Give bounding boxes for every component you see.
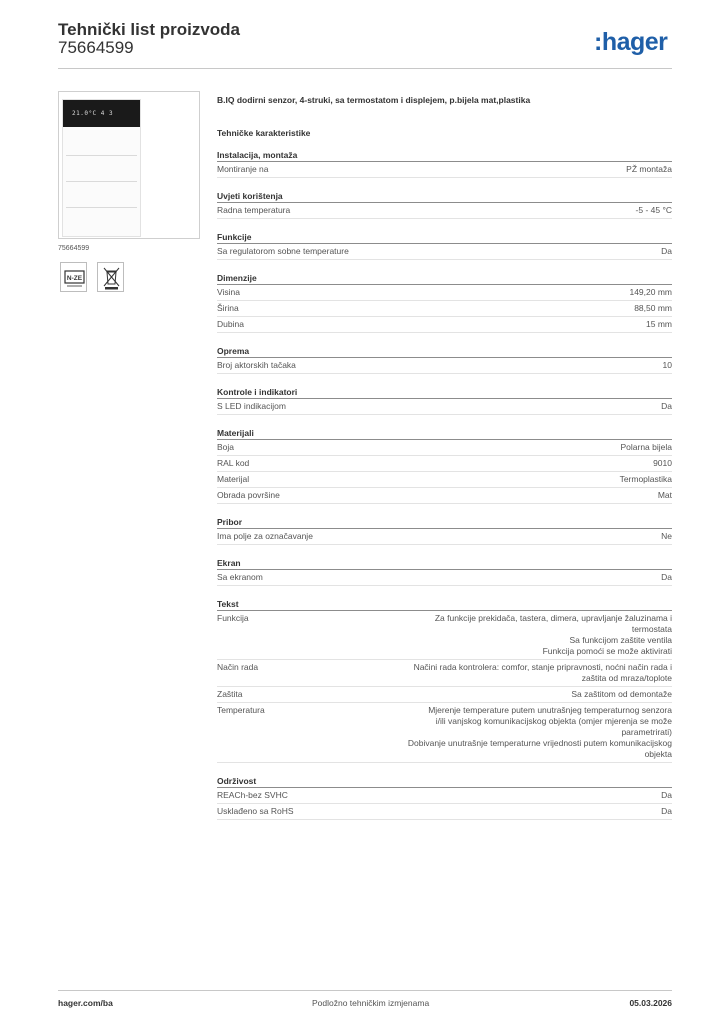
- footer-website-link[interactable]: hager.com/ba: [58, 998, 113, 1008]
- spec-value: [626, 164, 672, 175]
- spec-key: Zaštita: [217, 689, 243, 699]
- document-title: Tehnički list proizvoda: [58, 20, 240, 39]
- spec-row: [217, 788, 672, 804]
- spec-group-title: Ekran: [217, 558, 672, 570]
- spec-group-title: Pribor: [217, 517, 672, 529]
- spec-row: [217, 570, 672, 586]
- spec-row: [217, 301, 672, 317]
- device-display-text: 21.0°C 4 3: [72, 110, 114, 117]
- device-key-divider: [66, 207, 137, 208]
- spec-key: Visina: [217, 287, 240, 297]
- device-display: [63, 100, 140, 127]
- spec-value: [629, 287, 672, 298]
- spec-value: [367, 705, 672, 760]
- spec-group-title: Kontrole i indikatori: [217, 387, 672, 399]
- spec-key: Sa regulatorom sobne temperature: [217, 246, 349, 256]
- weee-crossed-bin-icon: [97, 262, 124, 292]
- spec-value: [367, 662, 672, 684]
- spec-groups: [217, 150, 672, 820]
- spec-row: [217, 660, 672, 687]
- spec-value-line: PŽ montaža: [626, 164, 672, 174]
- spec-group-title: Uvjeti korištenja: [217, 191, 672, 203]
- spec-value-line: 10: [662, 360, 672, 370]
- spec-value: [661, 531, 672, 542]
- spec-row: [217, 529, 672, 545]
- spec-value-line: termostata: [631, 624, 672, 634]
- hager-logo[interactable]: :hager: [594, 28, 668, 56]
- spec-value-line: zaštita od mraza/toplote: [581, 673, 672, 683]
- spec-group-title: Instalacija, montaža: [217, 150, 672, 162]
- header-divider: [58, 68, 672, 69]
- spec-key: Način rada: [217, 662, 259, 672]
- product-image-caption: 75664599: [58, 245, 90, 252]
- spec-key: Montiranje na: [217, 164, 269, 174]
- spec-value-line: Da: [661, 246, 672, 256]
- spec-key: Funkcija: [217, 613, 249, 623]
- spec-group-title: Funkcije: [217, 232, 672, 244]
- spec-row: [217, 687, 672, 703]
- spec-value-line: Mjerenje temperature putem unutrašnjeg temperaturnog senzora: [428, 705, 672, 715]
- spec-value: [571, 689, 672, 700]
- spec-value-line: 9010: [653, 458, 672, 468]
- spec-value-line: Ne: [661, 531, 672, 541]
- device-key-divider: [66, 181, 137, 182]
- spec-row: [217, 399, 672, 415]
- spec-row: [217, 244, 672, 260]
- spec-value-line: Da: [661, 806, 672, 816]
- spec-value: [636, 205, 672, 216]
- spec-value-line: Termoplastika: [619, 474, 672, 484]
- spec-value-line: Da: [661, 572, 672, 582]
- spec-group-title: Oprema: [217, 346, 672, 358]
- product-image: [62, 99, 141, 237]
- spec-key: Obrada površine: [217, 490, 280, 500]
- spec-row: [217, 703, 672, 763]
- spec-key: S LED indikacijom: [217, 401, 286, 411]
- spec-value: [620, 442, 672, 453]
- spec-row: [217, 472, 672, 488]
- spec-value-line: Sa zaštitom od demontaže: [571, 689, 672, 699]
- device-key-divider: [66, 155, 137, 156]
- footer-note: Podložno tehničkim izmjenama: [312, 998, 430, 1008]
- spec-value-line: Sa funkcijom zaštite ventila: [569, 635, 672, 645]
- spec-value: [658, 490, 672, 501]
- spec-group-title: Održivost: [217, 776, 672, 788]
- spec-value-line: -5 - 45 °C: [635, 205, 672, 215]
- spec-key: Temperatura: [217, 705, 265, 715]
- spec-value: [646, 319, 672, 330]
- spec-value-line: 149,20 mm: [629, 287, 672, 297]
- spec-value: [661, 790, 672, 801]
- spec-group-title: Tekst: [217, 599, 672, 611]
- spec-value: [620, 474, 672, 485]
- spec-key: Sa ekranom: [217, 572, 263, 582]
- product-title: B.IQ dodirni senzor, 4-struki, sa termostatom i displejem, p.bijela mat,plastika: [217, 95, 531, 105]
- spec-key: Ima polje za označavanje: [217, 531, 313, 541]
- nzd-mark-icon: [60, 262, 87, 292]
- spec-row: [217, 358, 672, 374]
- spec-key: Usklađeno sa RoHS: [217, 806, 294, 816]
- spec-row: [217, 804, 672, 820]
- spec-row: [217, 611, 672, 660]
- spec-value-line: Mat: [657, 490, 672, 500]
- spec-value-line: 15 mm: [646, 319, 672, 329]
- spec-value: [367, 613, 672, 657]
- spec-value: [661, 806, 672, 817]
- spec-value-line: 88,50 mm: [634, 303, 672, 313]
- document-product-code: 75664599: [58, 38, 134, 57]
- spec-group-title: Materijali: [217, 428, 672, 440]
- spec-value: [661, 246, 672, 257]
- spec-value: [663, 360, 672, 371]
- spec-key: Radna temperatura: [217, 205, 291, 215]
- spec-value-line: Dobivanje unutrašnje temperaturne vrijednosti putem komunikacijskog: [407, 738, 672, 748]
- spec-row: [217, 317, 672, 333]
- spec-key: Širina: [217, 303, 239, 313]
- spec-row: [217, 488, 672, 504]
- spec-key: Broj aktorskih tačaka: [217, 360, 296, 370]
- spec-row: [217, 285, 672, 301]
- spec-value-line: Polarna bijela: [620, 442, 672, 452]
- spec-value-line: Da: [661, 401, 672, 411]
- spec-value-line: i/ili vanjskog komunikacijskog objekta (omjer mjerenja se može: [435, 716, 672, 726]
- spec-row: [217, 456, 672, 472]
- spec-key: Dubina: [217, 319, 244, 329]
- spec-value-line: parametrirati): [621, 727, 672, 737]
- spec-value-line: Da: [661, 790, 672, 800]
- spec-row: [217, 440, 672, 456]
- spec-key: Materijal: [217, 474, 250, 484]
- spec-row: [217, 162, 672, 178]
- spec-key: REACh-bez SVHC: [217, 790, 288, 800]
- spec-value: [661, 401, 672, 412]
- footer-date: 05.03.2026: [629, 998, 672, 1008]
- footer-divider: [58, 990, 672, 991]
- spec-value: [634, 303, 672, 314]
- spec-value: [653, 458, 672, 469]
- spec-key: RAL kod: [217, 458, 250, 468]
- spec-value: [661, 572, 672, 583]
- spec-row: [217, 203, 672, 219]
- spec-value-line: objekta: [644, 749, 672, 759]
- spec-group-title: Dimenzije: [217, 273, 672, 285]
- spec-key: Boja: [217, 442, 235, 452]
- spec-content: [217, 95, 672, 820]
- spec-value-line: Za funkcije prekidača, tastera, dimera, upravljanje žaluzinama i: [434, 613, 672, 623]
- section-label: Tehničke karakteristike: [217, 128, 311, 138]
- spec-value-line: Funkcija pomoći se može aktivirati: [542, 646, 672, 656]
- spec-value-line: Načini rada kontrolera: comfor, stanje pripravnosti, noćni način rada i: [413, 662, 672, 672]
- svg-text:N-ZE: N-ZE: [66, 275, 83, 282]
